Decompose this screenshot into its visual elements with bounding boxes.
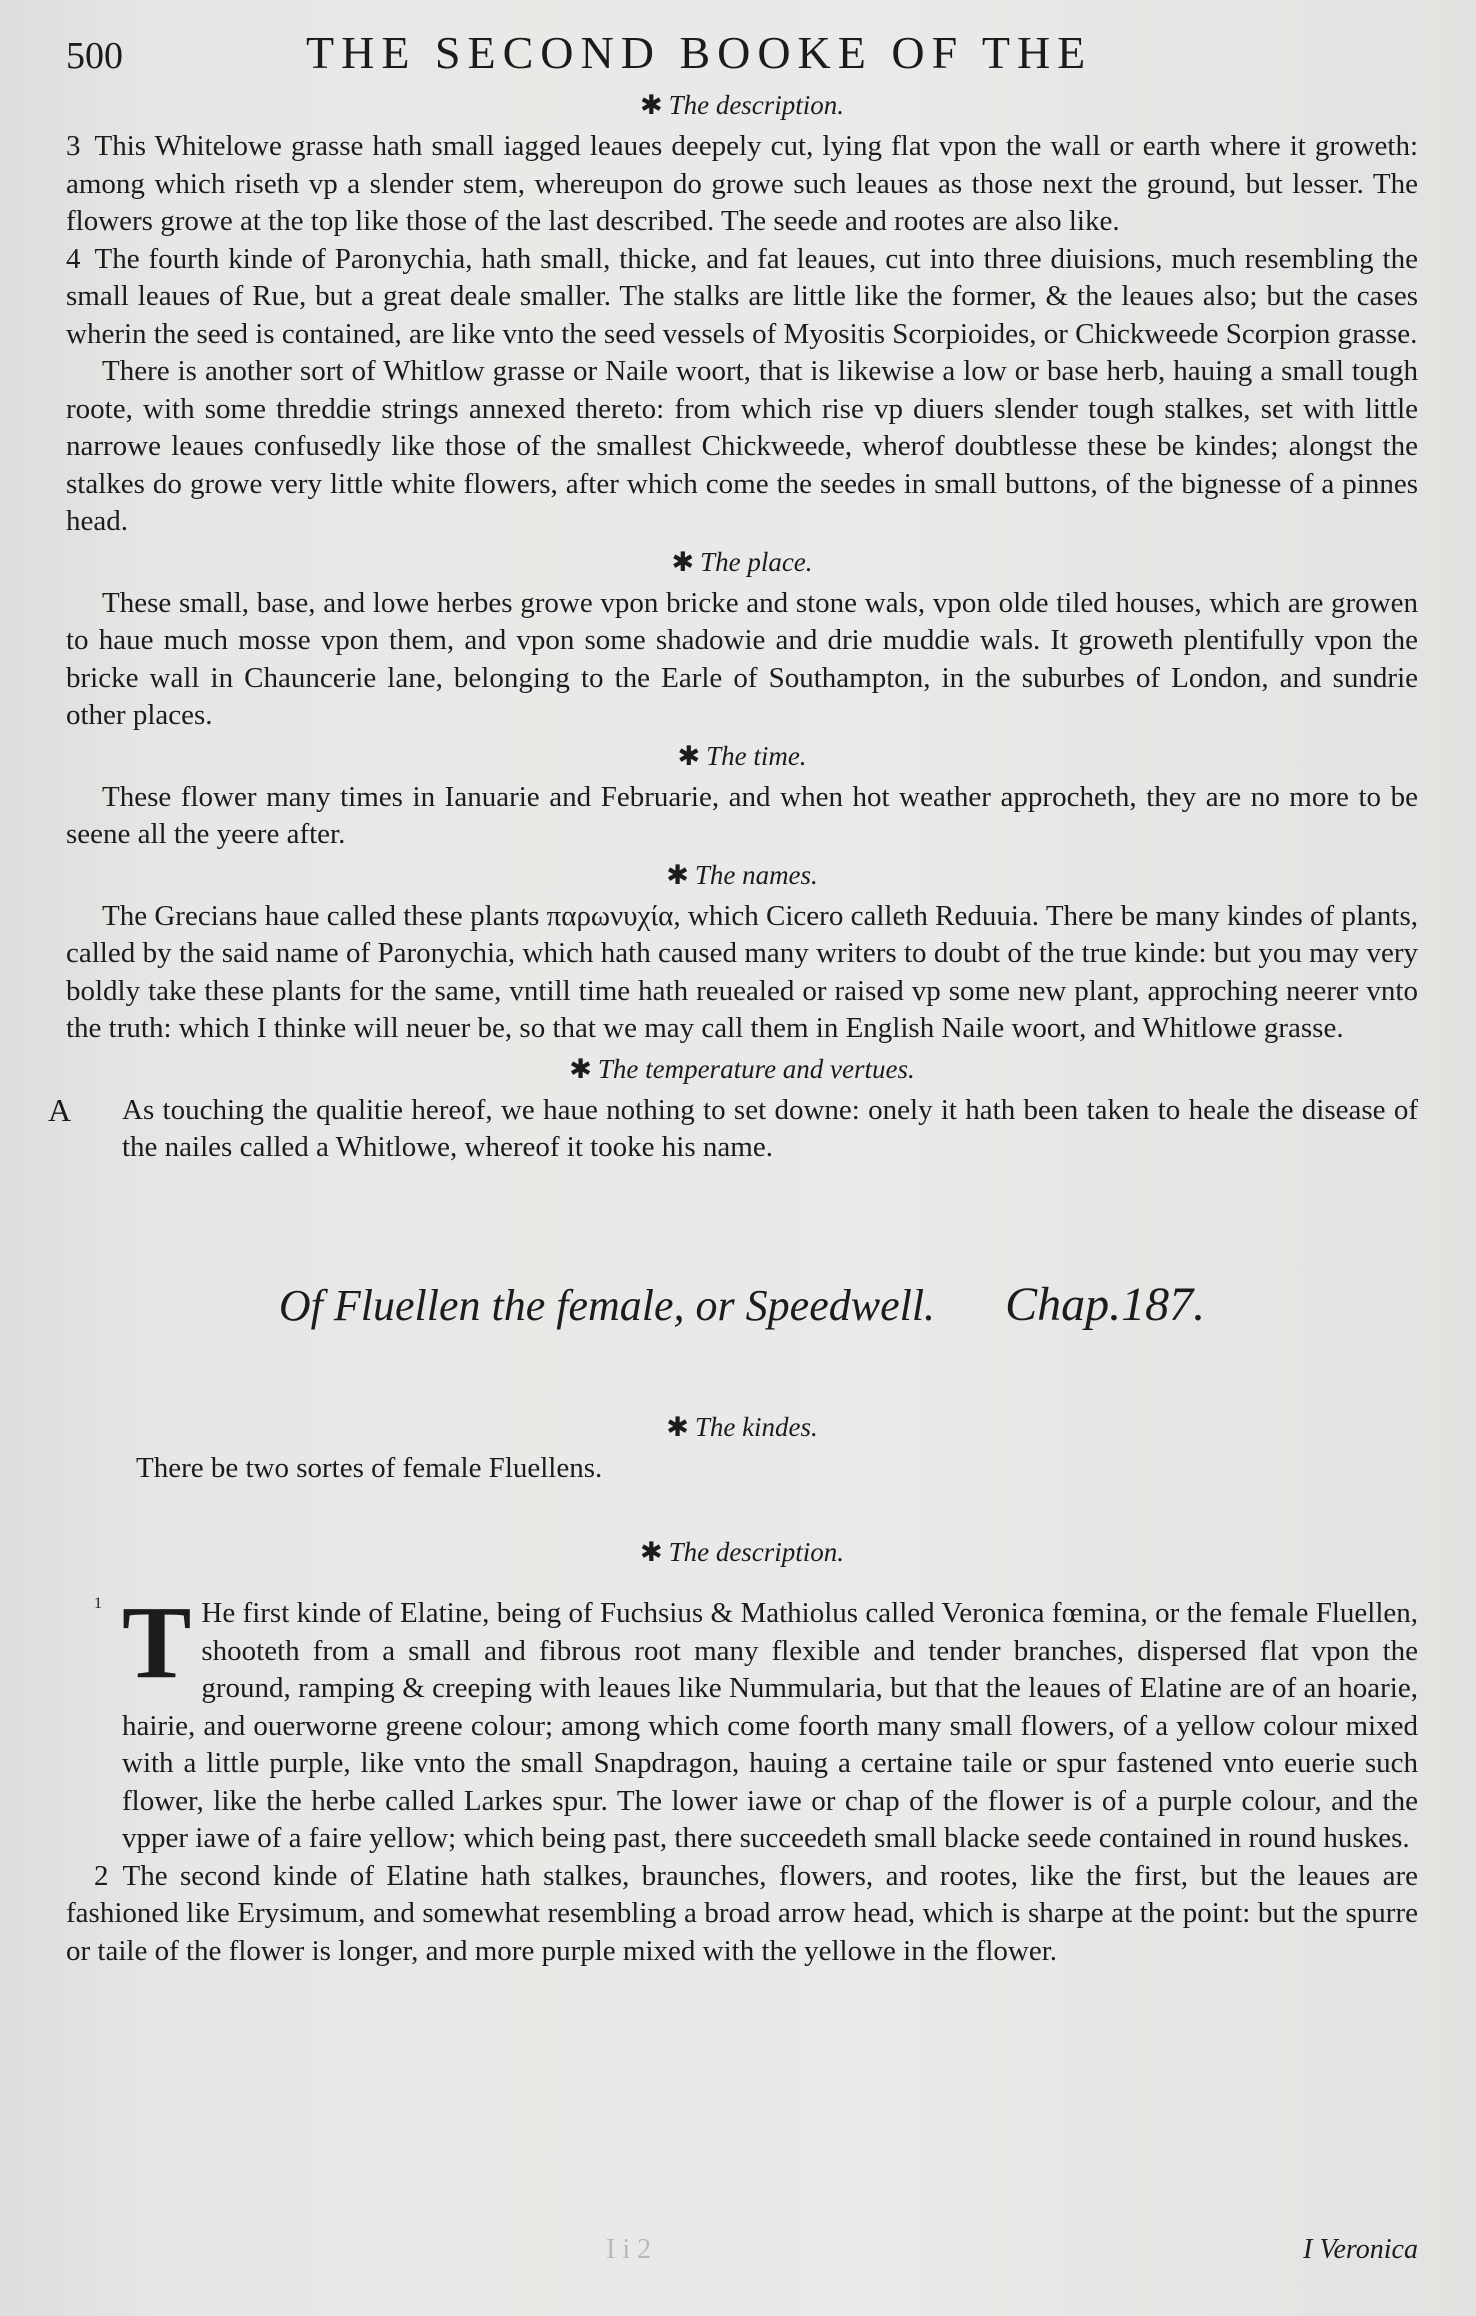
paragraph-kindes: There be two sortes of female Fluellens. [136, 1451, 603, 1484]
asterism-icon: ✱ [639, 90, 663, 120]
paragraph-time: These flower many times in Ianuarie and Februarie, and when hot weather approcheth, they are no more to be seene all the yeere after. [66, 780, 1418, 850]
asterism-icon: ✱ [666, 859, 689, 890]
section-heading-description: ✱ The description. [639, 90, 845, 120]
paragraph-names: The Grecians haue called these plants παρωνυχία, which Cicero calleth Reduuia. There be many kindes of plants, called by the said name of Paronychia, which hath caused many writers to doubt of the true kinde: but you may very boldly take these plants for the same, vntill time hath reuealed or raised vp some new plant, approching neerer vnto the truth: which I thinke will neuer be, so that we may call them in English Naile woort, and Whitlowe grasse. [66, 899, 1418, 1044]
paragraph-other-sort: There is another sort of Whitlow grasse or Naile woort, that is likewise a low or base herb, hauing a small tough roote, with some threddie strings annexed thereto: from which rise vp diuers slender tough stalkes, set with little narrowe leaues confusedly like those of the smallest Chickweede, wherof doubtlesse these be kindes; alongst the stalkes do growe very little white flowers, after which come the seedes in small buttons, of the bignesse of a pinnes head. [66, 355, 1418, 537]
paragraph-description-2: 2 The second kinde of Elatine hath stalkes, braunches, flowers, and rootes, like the first, but the leaues are fashioned like Erysimum, and somewhat resembling a broad arrow head, which is sharpe at the point: but the spurre or taile of the flower is longer, and more purple mixed with the yellowe in the flower. [66, 1859, 1418, 1967]
margin-letter: A [48, 1091, 72, 1128]
running-title: THE SECOND BOOKE OF THE [306, 27, 1093, 78]
paragraph-description-1: 1 T He first kinde of Elatine, being of Fuchsius & Mathiolus called Veronica fœmina, or the female Fluellen, shooteth from a small and fibrous root many flexible and tender branches, dispersed flat vpon the ground, ramping & creeping with leaues like Nummularia, but that the leaues of Elatine are of an hoarie, hairie, and ouerworne greene colour; among which come foorth many small flowers, of a yellow colour mixed with a little purple, like vnto the small Snapdragon, hauing a certaine taile or spur fastened vnto euerie such flower, like the herbe called Larkes spur. The lower iawe or chap of the flower is of a purple colour, and the vpper iawe of a faire yellow; which being past, there succeedeth small blacke seede contained in round huskes. [94, 1585, 1418, 1854]
section-heading-temperature: ✱ The temperature and vertues. [569, 1053, 915, 1084]
page-footer [66, 2234, 1418, 2266]
asterism-icon: ✱ [639, 1537, 663, 1567]
section-heading-names: ✱ The names. [666, 859, 818, 890]
asterism-icon: ✱ [666, 1411, 689, 1442]
section-heading-place: ✱ The place. [671, 546, 813, 577]
drop-capital: T [122, 1585, 192, 1700]
paragraph-number: 3 [66, 130, 81, 162]
signature-mark: I i 2 [606, 2234, 652, 2265]
chapter-heading [66, 1277, 1418, 1332]
asterism-icon: ✱ [677, 740, 701, 771]
page-number: 500 [66, 35, 123, 77]
section-heading-kindes: ✱ The kindes. [666, 1411, 818, 1442]
paragraph-number: 1 [94, 1595, 102, 1612]
paragraph-place: These small, base, and lowe herbes growe vpon bricke and stone wals, vpon olde tiled houses, which are growen to haue much mosse vpon them, and vpon some shadowie and drie muddie wals. It groweth plentifully vpon the bricke wall in Chauncerie lane, belonging to the Earle of Southampton, in the suburbes of London, and sundrie other places. [66, 586, 1418, 731]
chapter-title: Of Fluellen the female, or Speedwell. [278, 1280, 936, 1330]
asterism-icon: ✱ [569, 1053, 592, 1084]
running-head [66, 26, 1418, 84]
paragraph-number: 2 [94, 1859, 109, 1892]
asterism-icon: ✱ [671, 546, 695, 577]
section-heading-time: ✱ The time. [677, 740, 807, 771]
section-heading-description-2: ✱ The description. [639, 1537, 845, 1567]
paragraph-4: 4 The fourth kinde of Paronychia, hath small, thicke, and fat leaues, cut into three diuisions, much resembling the small leaues of Rue, but a great deale smaller. The stalks are little like the former, & the leaues also; but the cases wherin the seed is contained, are like vnto the seed vessels of Myositis Scorpioides, or Chickweede Scorpion grasse. [66, 242, 1418, 350]
chapter-number: Chap.187. [1005, 1277, 1206, 1331]
paragraph-3: 3 This Whitelowe grasse hath small iagged leaues deepely cut, lying flat vpon the wall or earth where it groweth: among which riseth vp a slender stem, whereupon do growe such leaues as those next the ground, but lesser. The flowers growe at the top like those of the last described. The seede and rootes are also like. [66, 130, 1418, 237]
catchword: I Veronica [1303, 2234, 1418, 2265]
paragraph-temperature: A As touching the qualitie hereof, we haue nothing to set downe: onely it hath been taken to heale the disease of the nailes called a Whitlowe, whereof it tooke his name. [48, 1091, 1418, 1163]
paragraph-number: 4 [66, 242, 81, 275]
